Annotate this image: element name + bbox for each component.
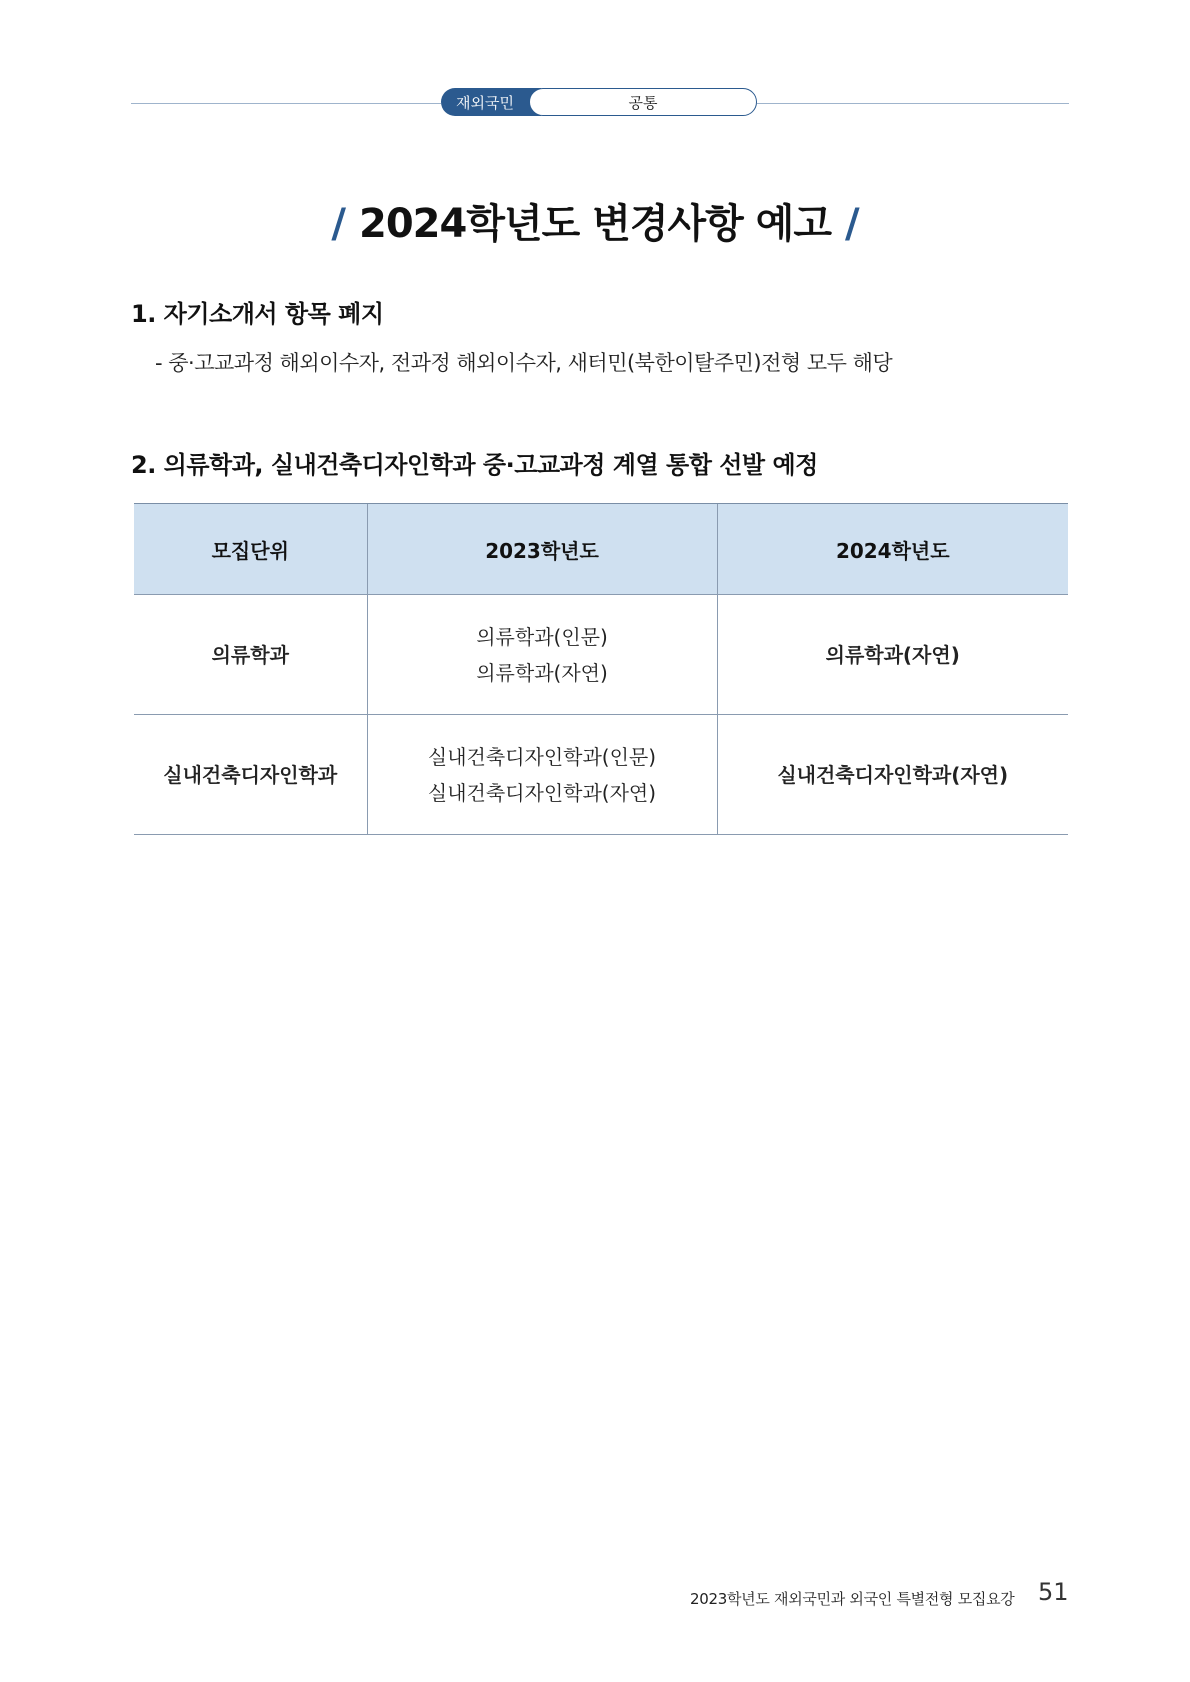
- table-row: [134, 595, 1068, 715]
- tab-jaeoe-gukmin: 재외국민: [441, 88, 541, 116]
- page-title: [0, 192, 1190, 249]
- change-table: [134, 503, 1068, 835]
- row-1-2024: 의류학과(자연): [717, 595, 1068, 715]
- row-2-2023: [367, 715, 717, 835]
- table-row: [134, 715, 1068, 835]
- header-unit: 모집단위: [134, 504, 367, 595]
- page-number: 51: [1038, 1578, 1069, 1606]
- section-1-heading: 1. 자기소개서 항목 폐지: [131, 300, 384, 328]
- row-2-2023-line-1: 실내건축디자인학과(인문): [427, 744, 657, 769]
- header-2023: 2023학년도: [367, 504, 717, 595]
- row-1-2023: [367, 595, 717, 715]
- title-text: 2024학년도 변경사항 예고: [359, 201, 831, 247]
- row-2-unit: 실내건축디자인학과: [134, 715, 367, 835]
- row-1-unit: 의류학과: [134, 595, 367, 715]
- title-slash-left: /: [331, 201, 346, 247]
- title-slash-right: /: [844, 201, 859, 247]
- tab-common: 공통: [529, 88, 757, 116]
- row-1-2023-line-2: 의류학과(자연): [476, 660, 608, 685]
- row-2-2024: 실내건축디자인학과(자연): [717, 715, 1068, 835]
- row-2-2023-line-2: 실내건축디자인학과(자연): [427, 780, 657, 805]
- section-2-heading: 2. 의류학과, 실내건축디자인학과 중·고교과정 계열 통합 선발 예정: [131, 451, 818, 479]
- header-2024: 2024학년도: [717, 504, 1068, 595]
- footer-text: 2023학년도 재외국민과 외국인 특별전형 모집요강: [690, 1590, 1015, 1608]
- section-1-note: - 중·고교과정 해외이수자, 전과정 해외이수자, 새터민(북한이탈주민)전형 모두 해당: [155, 351, 893, 375]
- row-1-2023-line-1: 의류학과(인문): [476, 624, 608, 649]
- table-header-row: [134, 504, 1068, 595]
- header-tab-group: [441, 88, 757, 116]
